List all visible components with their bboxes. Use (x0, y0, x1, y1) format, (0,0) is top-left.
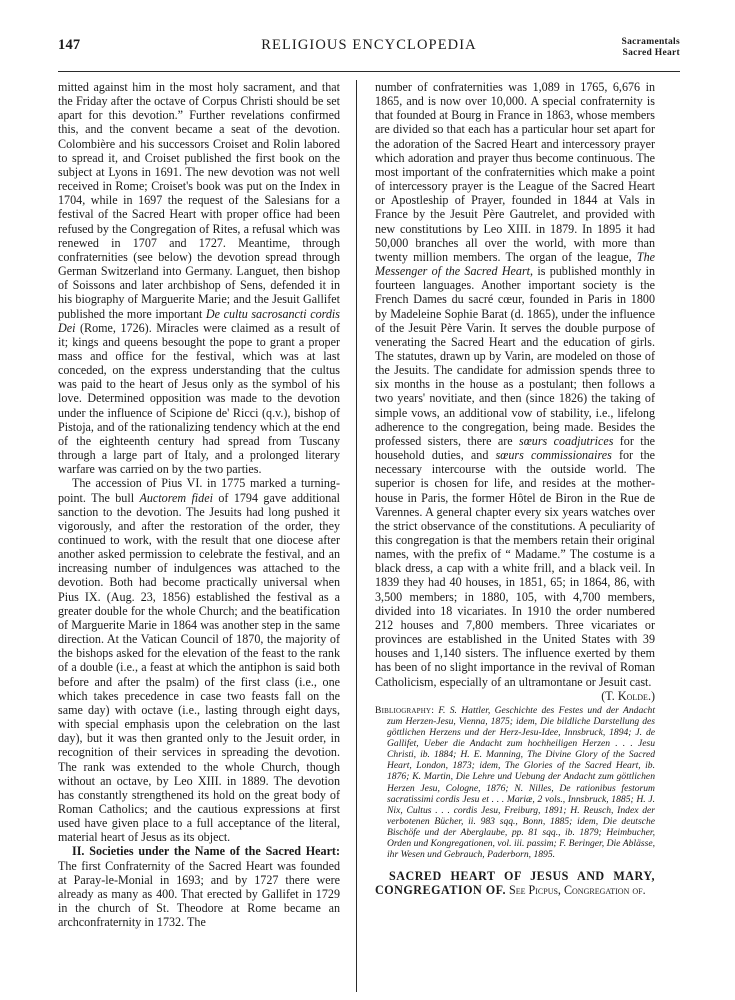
running-head-entry-line2: Sacred Heart (622, 48, 680, 59)
paragraph-continued-title: De cultu sacrosancti cordis Dei (58, 306, 340, 335)
paragraph-continued-part1: mitted against him in the most holy sacrament, and that the Friday after the octave of Corpus Christi should be set apart for this devotion.” Further revelations confirmed this, and the convent became a seat of the devotion. Colombière and his successors Croiset and Rolin labored to spread it, and Croiset published the first book on the subject at Lyons in 1691. The new devotion was not well received in Rome; Croiset's book was put on the Index in 1704, while in 1697 the request of the Salesians for a festival of the Sacred Heart with proper office had been refused by the Congregation of Rites, a refusal which was renewed in 1707 and 1727. Meantime, through confraternities (see below) the devotion spread through German Switzerland into Germany. Languet, then bishop of Soissons and later archbishop of Sens, defended it in his biography of Marguerite Marie; and the Jesuit Gallifet published the more important (58, 80, 340, 321)
paragraph-confraternities-part2: , is published monthly in fourteen languages. Another important society is the French Dames du sacré cœur, founded in Paris in 1800 by Madeleine Sophie Barat (d. 1865), under the influence of the Jesuit Père Varin. It serves the double purpose of venerating the Sacred Heart and the education of girls. The statutes, drawn up by Varin, are modeled on those of the Jesuits. The candidate for admission spends three to six months in the house as a postulant; then follows a two years' novitiate, and then (since 1826) the taking of simple vows, an additional vow of stability, i.e., lifelong adherence to the congregation, being made. Besides the professed sisters, there are (375, 264, 655, 448)
author-signature: (T. Kolde.) (601, 688, 655, 703)
column-left (58, 80, 350, 992)
paragraph-confraternities-part4: for the necessary intercourse with the outside world. The superior is chosen for life, and resides at the mother-house in Paris, the former Hôtel de Biron in the Rue de Varennes. A general chapter every six years watches over the strict observance of the constitutions. A peculiarity of this congregation is that the members retain their original names, with the prefix of “ Madame.” The costume is a black dress, a cap with a white frill, and a black veil. In 1839 they had 40 houses, in 1851, 65; in 1864, 86, with 3,500 members; in 1880, 105, with 4,700 members, divided into 18 vicariates. In 1910 the order numbered 212 houses and 7,800 members. Three vicariates or provinces are established in the United States with 39 houses and 1,140 sisters. The influence exerted by them has been of no slight importance in the revival of Roman Catholicism, especially of an ultramontane or Jesuit cast. (375, 448, 655, 689)
paragraph-continued (58, 80, 340, 476)
column-divider-rule (356, 80, 357, 992)
paragraph-pius-vi (58, 476, 340, 844)
running-head-title: RELIGIOUS ENCYCLOPEDIA (261, 37, 477, 53)
paragraph-pius-part2: of 1794 gave additional sanction to the devotion. The Jesuits had long pushed it vigorously, and after the restoration of the order, they continued to work, with the result that one diocese after another asked permission to celebrate the festival, and an increasing number of indulgences was attached to the devotion. Both had become practically universal when Pius IX. (Aug. 23, 1856) established the festival as a greater double for the whole Church; and the beatification of Marguerite Marie in 1864 was another step in the same direction. At the Vatican Council of 1870, the majority of the bishops asked for the elevation of the feast to the rank of a double (i.e., a feast at which the antiphon is said both before and after the psalm) of the first class (i.e., one which takes precedence in case two feasts fall on the same day) with octave (i.e., lasting through eight days, with special emphasis upon the celebration on the last day), but it was then granted only to the Jesuit order, in recognition of their services in spreading the devotion. The rank was extended to the whole Church, though without an octave, by Leo XIII. in 1889. The devotion has constantly strengthened its hold on the great body of Roman Catholics; and the cautious expressions at first used have given place to a full acceptance of the literal, material heart of Jesus as its object. (58, 490, 341, 845)
paragraph-confraternities-part3: for the household duties, and (375, 433, 656, 463)
section-societies-body: The first Confraternity of the Sacred Heart was founded at Paray-le-Monial in 1693; and by 1727 there were already as many as 400. That erected by Gallifet in 1729 in the church of St. Theodore at Rome became an archconfraternity in 1732. The (58, 858, 340, 930)
soeurs-coadjutrices-term: sœurs coadjutrices (519, 433, 614, 448)
paragraph-pius-part1: The accession of Pius VI. in 1775 marked a turning-point. The bull (58, 476, 340, 505)
cross-reference-headword: SACRED HEART OF JESUS AND MARY, CONGREGATION OF. (375, 869, 655, 898)
bibliography-entries: F. S. Hattler, Geschichte des Festes und der Andacht zum Herzen-Jesu, Vienna, 1875; idem, Die bildliche Darstellung des göttlichen Herzens und der Herz-Jesu-Idee, Innsbruck, 1894; J. de Gallifet, Ueber die Andacht zum hochheiligen Herzen . . . Jesu Christi, ib. 1884; H. E. Manning, The Divine Glory of the Sacred Heart, London, 1873; idem, The Glories of the Sacred Heart, ib. 1876; K. Martin, Die Lehre und Uebung der Andacht zum göttlichen Herzen Jesu, Cologne, 1876; N. Nilles, De rationibus festorum sacratissimi cordis Jesu et . . . Mariæ, 2 vols., Innsbruck, 1885; H. J. Nix, Cultus . . . cordis Jesu, Freiburg, 1891; H. Reusch, Index der verbotenen Bücher, ii. 983 sqq., Bonn, 1885; idem, Die deutsche Bischöfe und der Aberglaube, pp. 81 sqq., ib. 1879; Heimbucher, Orden und Kongregationen, vol. iii. passim; F. Beringer, Die Ablässe, ihr Wesen und Gebrauch, Paderborn, 1895. (387, 704, 655, 861)
section-societies (58, 844, 340, 929)
bibliography-label: Bibliography: (375, 704, 435, 716)
bibliography (375, 705, 655, 860)
column-right (363, 80, 655, 992)
running-head (58, 38, 680, 66)
messenger-journal-title: The Messenger of the Sacred Heart (375, 249, 655, 279)
running-head-entry (622, 37, 680, 59)
cross-reference-entry (375, 869, 655, 898)
header-divider-rule (58, 71, 680, 72)
running-head-entry-line1: Sacramentals (621, 37, 680, 47)
paragraph-confraternities (375, 80, 655, 703)
body-columns (58, 80, 680, 992)
paragraph-pius-bull-title: Auctorem fidei (139, 490, 213, 505)
soeurs-commissionaires-term: sœurs commissionaires (495, 448, 612, 463)
paragraph-confraternities-part1: number of confraternities was 1,089 in 1765, 6,676 in 1865, and is now over 10,000. A special confraternity is that founded at Bourg in France in 1863, whose members are divided so that each has a particular hour set apart for the adoration of the Sacred Heart and intercessory prayer which adoration and prayer thus become continuous. The most important of the confraternities which make a point of intercessory prayer is the League of the Sacred Heart or Apostleship of Prayer, founded in 1844 at Vals in France by the Jesuit Père Gautrelet, and provided with new constitutions by Leo XIII. in 1879. In 1895 it had 50,000 branches all over the world, with more than twenty million members. The organ of the league, (375, 80, 655, 264)
section-societies-heading: II. Societies under the Name of the Sacred Heart: (72, 844, 340, 859)
paragraph-continued-part2: (Rome, 1726). Miracles were claimed as a result of it; kings and queens besought the pope to grant a proper mass and office for the festival, which was at last conceded, on the express understanding that the cultus was paid to the heart of Jesus only as the symbol of his love. Determined opposition was made to the devotion under the influence of Scipione de' Ricci (q.v.), bishop of Pistoja, and of the rationalizing tendency which at the end of the eighteenth century had spread from Tuscany through a large part of Italy, and a prolonged literary warfare was carried on by the two parties. (58, 320, 340, 477)
cross-reference-target: See Picpus, Congregation of. (505, 883, 646, 898)
page-number: 147 (58, 37, 81, 53)
